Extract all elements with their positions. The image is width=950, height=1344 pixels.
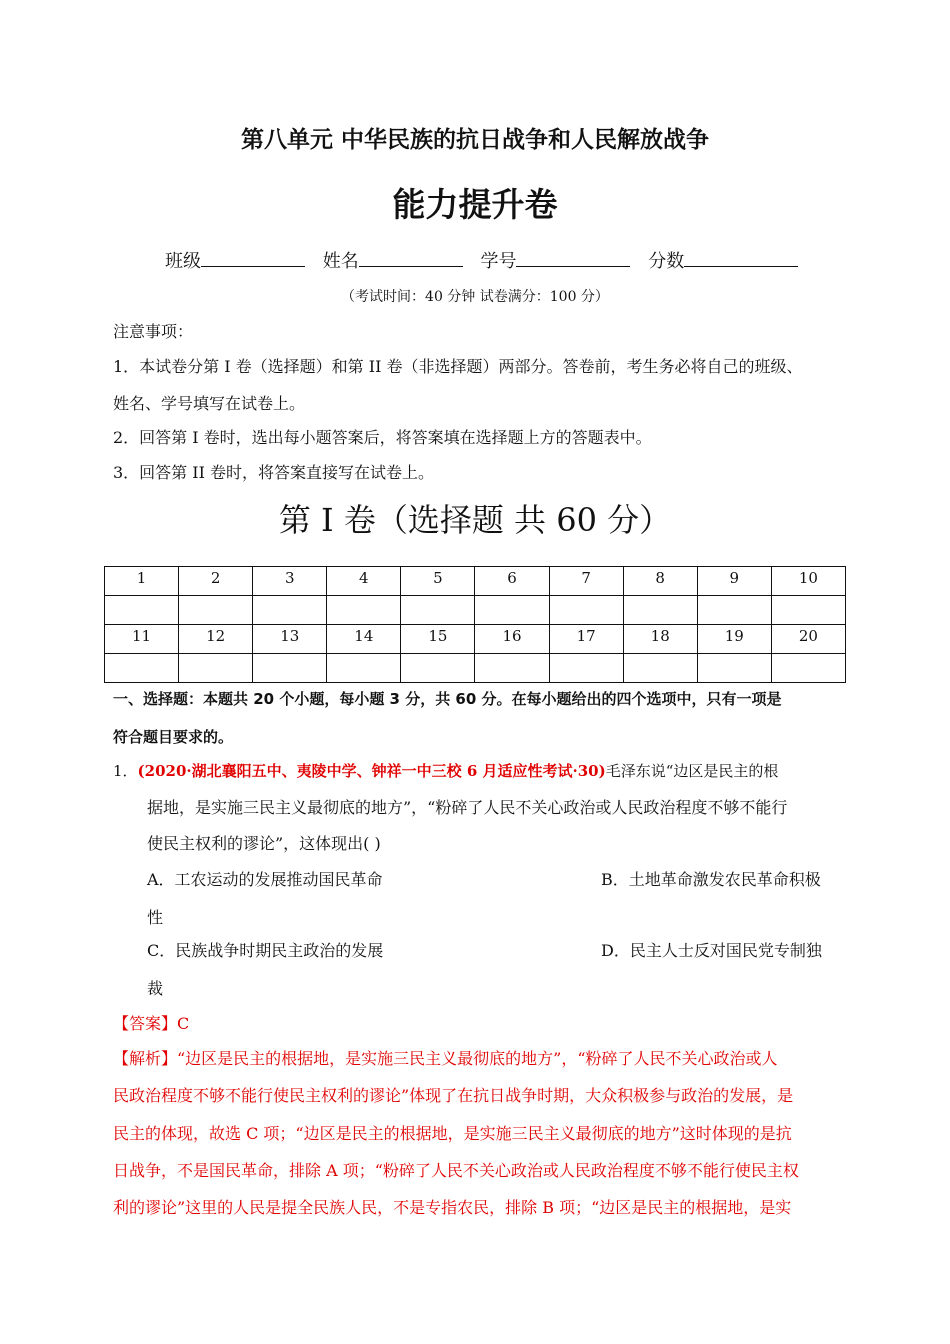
name-blank[interactable] xyxy=(359,250,463,267)
table-row xyxy=(105,567,846,596)
field-label-score: 分数 xyxy=(648,251,685,272)
table-cell: 14 xyxy=(327,625,401,654)
table-cell: 9 xyxy=(697,567,771,596)
exam-info: （考试时间：40 分钟 试卷满分：100 分） xyxy=(341,289,609,305)
table-cell: 3 xyxy=(253,567,327,596)
answer-cell[interactable] xyxy=(771,596,845,625)
option-b[interactable]: B．土地革命激发农民革命积极 xyxy=(601,870,821,889)
answer-cell[interactable] xyxy=(401,596,475,625)
answer-cell[interactable] xyxy=(253,654,327,683)
note-line: 1．本试卷分第 I 卷（选择题）和第 II 卷（非选择题）两部分。答卷前，考生务必将自己的班级、 xyxy=(113,357,803,376)
question-1-first-line xyxy=(113,761,778,781)
answer-cell[interactable] xyxy=(623,596,697,625)
answer-cell[interactable] xyxy=(105,596,179,625)
analysis-line: 日战争，不是国民革命，排除 A 项；“粉碎了人民不关心政治或人民政治程度不够不能行使民主权 xyxy=(113,1161,799,1180)
table-cell: 7 xyxy=(549,567,623,596)
note-line: 3．回答第 II 卷时，将答案直接写在试卷上。 xyxy=(113,463,434,482)
table-cell: 20 xyxy=(771,625,845,654)
instructions-line: 符合题目要求的。 xyxy=(113,728,234,746)
paper-title: 能力提升卷 xyxy=(392,185,558,224)
analysis-line: 民政治程度不够不能行使民主权利的谬论”体现了在抗日战争时期，大众积极参与政治的发展，是 xyxy=(113,1086,794,1105)
score-blank[interactable] xyxy=(684,250,798,267)
instructions-line: 一、选择题：本题共 20 个小题，每小题 3 分，共 60 分。在每小题给出的四个选项中，只有一项是 xyxy=(113,690,782,708)
option-d[interactable]: D．民主人士反对国民党专制独 xyxy=(601,941,822,960)
field-label-name: 姓名 xyxy=(322,251,359,272)
table-row xyxy=(105,596,846,625)
answer-cell[interactable] xyxy=(475,654,549,683)
answer-cell[interactable] xyxy=(179,654,253,683)
answer-table xyxy=(104,566,846,683)
field-label-class: 班级 xyxy=(165,251,201,272)
answer-cell[interactable] xyxy=(253,596,327,625)
note-line: 2．回答第 I 卷时，选出每小题答案后，将答案填在选择题上方的答题表中。 xyxy=(113,428,652,447)
answer-cell[interactable] xyxy=(327,654,401,683)
answer-key: 【答案】C xyxy=(113,1014,190,1033)
table-cell: 4 xyxy=(327,567,401,596)
table-cell: 1 xyxy=(105,567,179,596)
table-cell: 11 xyxy=(105,625,179,654)
field-label-id: 学号 xyxy=(480,251,517,272)
table-cell: 8 xyxy=(623,567,697,596)
id-blank[interactable] xyxy=(516,250,630,267)
notes-heading: 注意事项： xyxy=(113,322,194,341)
answer-cell[interactable] xyxy=(771,654,845,683)
answer-cell[interactable] xyxy=(179,596,253,625)
answer-cell[interactable] xyxy=(697,596,771,625)
answer-cell[interactable] xyxy=(475,596,549,625)
question-stem-line: 使民主权利的谬论”，这体现出( ) xyxy=(147,834,381,853)
table-cell: 2 xyxy=(179,567,253,596)
table-cell: 18 xyxy=(623,625,697,654)
table-row xyxy=(105,625,846,654)
section-title: 第 I 卷（选择题 共 60 分） xyxy=(278,501,672,539)
analysis-line: 【解析】“边区是民主的根据地，是实施三民主义最彻底的地方”，“粉碎了人民不关心政治或人 xyxy=(113,1049,778,1068)
analysis-line: 利的谬论”这里的人民是提全民族人民，不是专指农民，排除 B 项；“边区是民主的根据地，是实 xyxy=(113,1198,792,1217)
option-a[interactable]: A．工农运动的发展推动国民革命 xyxy=(147,870,383,889)
answer-cell[interactable] xyxy=(697,654,771,683)
answer-cell[interactable] xyxy=(623,654,697,683)
answer-cell[interactable] xyxy=(105,654,179,683)
answer-cell[interactable] xyxy=(549,654,623,683)
option-b-wrap: 性 xyxy=(147,908,164,927)
table-cell: 12 xyxy=(179,625,253,654)
table-cell: 17 xyxy=(549,625,623,654)
table-cell: 16 xyxy=(475,625,549,654)
unit-title: 第八单元 中华民族的抗日战争和人民解放战争 xyxy=(240,127,709,153)
answer-cell[interactable] xyxy=(327,596,401,625)
note-line: 姓名、学号填写在试卷上。 xyxy=(113,394,306,413)
answer-cell[interactable] xyxy=(549,596,623,625)
class-blank[interactable] xyxy=(201,250,305,267)
question-number: 1． xyxy=(113,762,138,780)
option-d-wrap: 裁 xyxy=(147,979,164,998)
answer-cell[interactable] xyxy=(401,654,475,683)
table-cell: 15 xyxy=(401,625,475,654)
table-cell: 19 xyxy=(697,625,771,654)
table-cell: 13 xyxy=(253,625,327,654)
table-cell: 5 xyxy=(401,567,475,596)
question-stem-line: 据地，是实施三民主义最彻底的地方”，“粉碎了人民不关心政治或人民政治程度不够不能行 xyxy=(147,798,788,817)
table-cell: 6 xyxy=(475,567,549,596)
analysis-line: 民主的体现，故选 C 项；“边区是民主的根据地，是实施三民主义最彻底的地方”这时体现的是抗 xyxy=(113,1124,792,1143)
table-cell: 10 xyxy=(771,567,845,596)
table-row xyxy=(105,654,846,683)
student-info-fields xyxy=(165,250,810,272)
question-source: (2020·湖北襄阳五中、夷陵中学、钟祥一中三校 6 月适应性考试·30) xyxy=(137,762,606,780)
option-c[interactable]: C．民族战争时期民主政治的发展 xyxy=(147,941,384,960)
question-stem: 毛泽东说“边区是民主的根 xyxy=(605,762,779,780)
